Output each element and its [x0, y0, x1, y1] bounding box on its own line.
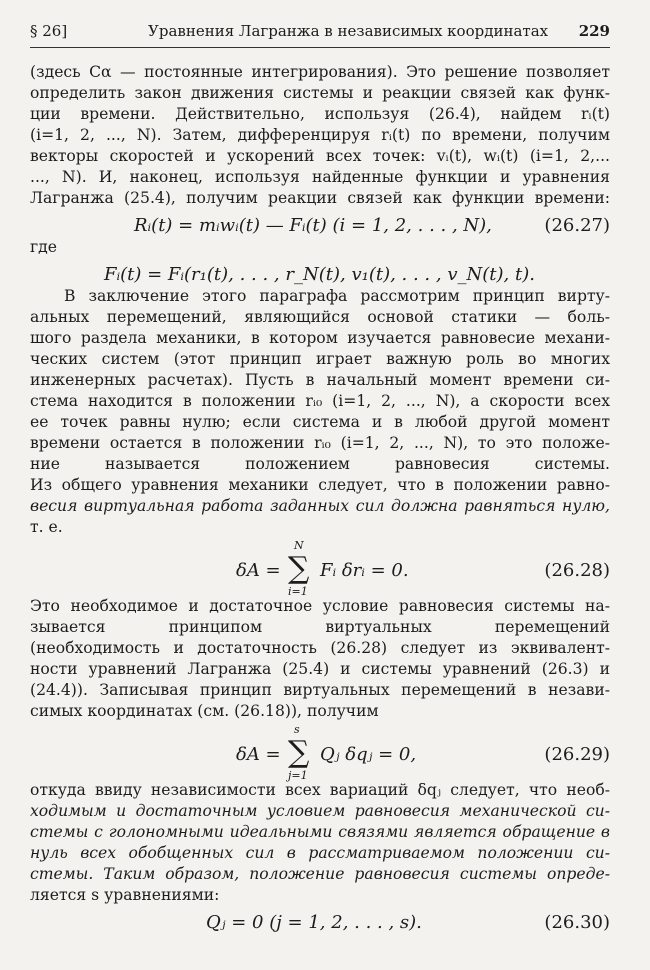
text-line: симых координатах (см. (26.18)), получим [30, 702, 379, 720]
running-title: Уравнения Лагранжа в независимых координатах [148, 22, 549, 40]
text-line: В заключение этого параграфа рассмотрим принцип вирту- [64, 287, 610, 305]
section-ref: § 26] [30, 22, 68, 40]
text-line: весия виртуальная работа заданных сил должна равняться нулю, [30, 497, 610, 515]
text-line: Лагранжа (25.4), получим реакции связей как функции времени: [30, 189, 610, 207]
text-line: стема находится в положении rᵢ₀ (i=1, 2, ..., N), а скорости всех [30, 392, 610, 410]
summation-sign: ∑ [288, 735, 310, 770]
summation-sign: ∑ [288, 551, 310, 586]
text-line: нуль всех обобщенных сил в рассматриваемом положении си- [30, 844, 610, 862]
equation-lhs: δA = [236, 744, 281, 765]
equation-expression: Qⱼ = 0 (j = 1, 2, . . . , s). [206, 912, 422, 933]
text-line: (здесь Cα — постоянные интегрирования). Это решение позволяет [30, 63, 610, 81]
equation-26-29 [30, 724, 610, 784]
equation-expression: Fᵢ(t) = Fᵢ(r₁(t), . . . , r_N(t), v₁(t), . . . , v_N(t), t). [104, 264, 535, 285]
sum-lower-limit: j=1 [288, 769, 308, 782]
text-line: ходимым и достаточным условием равновесия механической си- [30, 802, 610, 820]
text-line: стемы с голономными идеальными связями является обращение в [30, 823, 610, 841]
text-line: ..., N). И, наконец, используя найденные функции и уравнения [30, 168, 610, 186]
text-line: (необходимость и достаточность (26.28) следует из эквивалент- [30, 639, 610, 657]
text-line: стемы. Таким образом, положение равновесия системы опреде- [30, 865, 610, 883]
text-line: Из общего уравнения механики следует, что в положении равно- [30, 476, 610, 494]
equation-26-28 [30, 540, 610, 600]
text-line: ние называется положением равновесия системы. [30, 455, 610, 473]
text-line: векторы скоростей и ускорений всех точек: vᵢ(t), wᵢ(t) (i=1, 2,... [30, 147, 610, 165]
text-line: где [30, 238, 57, 256]
text-line: ности уравнений Лагранжа (25.4) и системы уравнений (26.3) и [30, 660, 610, 678]
text-line: Это необходимое и достаточное условие равновесия системы на- [30, 597, 610, 615]
text-line: ляется s уравнениями: [30, 886, 220, 904]
text-line: зывается принципом виртуальных перемещений [30, 618, 610, 636]
running-header [30, 14, 610, 44]
equation-expression: Rᵢ(t) = mᵢwᵢ(t) — Fᵢ(t) (i = 1, 2, . . . , N), [134, 215, 492, 236]
text-line: определить закон движения системы и реакции связей как функ- [30, 84, 610, 102]
text-line: ее точек равны нулю; если система и в любой другой момент [30, 413, 610, 431]
text-line: т. е. [30, 518, 63, 536]
equation-number: (26.30) [544, 912, 610, 933]
equation-number: (26.27) [544, 215, 610, 236]
equation-body: Fᵢ δrᵢ = 0. [320, 560, 409, 581]
equation-number: (26.28) [544, 560, 610, 581]
sum-upper-limit: N [294, 539, 304, 552]
text-line: шого раздела механики, в котором изучается равновесие механи- [30, 329, 610, 347]
equation-26-30 [30, 908, 610, 938]
equation-lhs: δA = [236, 560, 281, 581]
text-line: ции времени. Действительно, используя (26.4), найдем rᵢ(t) [30, 105, 610, 123]
header-rule [30, 47, 610, 48]
equation-number: (26.29) [544, 744, 610, 765]
text-line: ческих систем (этот принцип играет важную роль во многих [30, 350, 610, 368]
page-number: 229 [578, 22, 610, 40]
sum-upper-limit: s [294, 723, 300, 736]
text-line: (i=1, 2, ..., N). Затем, дифференцируя rᵢ(t) по времени, получим [30, 126, 610, 144]
text-line: инженерных расчетах). Пусть в начальный момент времени си- [30, 371, 610, 389]
text-line: (24.4)). Записывая принцип виртуальных перемещений в незави- [30, 681, 610, 699]
equation-body: Qⱼ δqⱼ = 0, [320, 744, 417, 765]
sum-lower-limit: i=1 [288, 585, 308, 598]
text-line: альных перемещений, являющийся основой статики — боль- [30, 308, 610, 326]
text-line: откуда ввиду независимости всех вариаций δqⱼ следует, что необ- [30, 781, 610, 799]
text-line: времени остается в положении rᵢ₀ (i=1, 2, ..., N), то это положе- [30, 434, 610, 452]
